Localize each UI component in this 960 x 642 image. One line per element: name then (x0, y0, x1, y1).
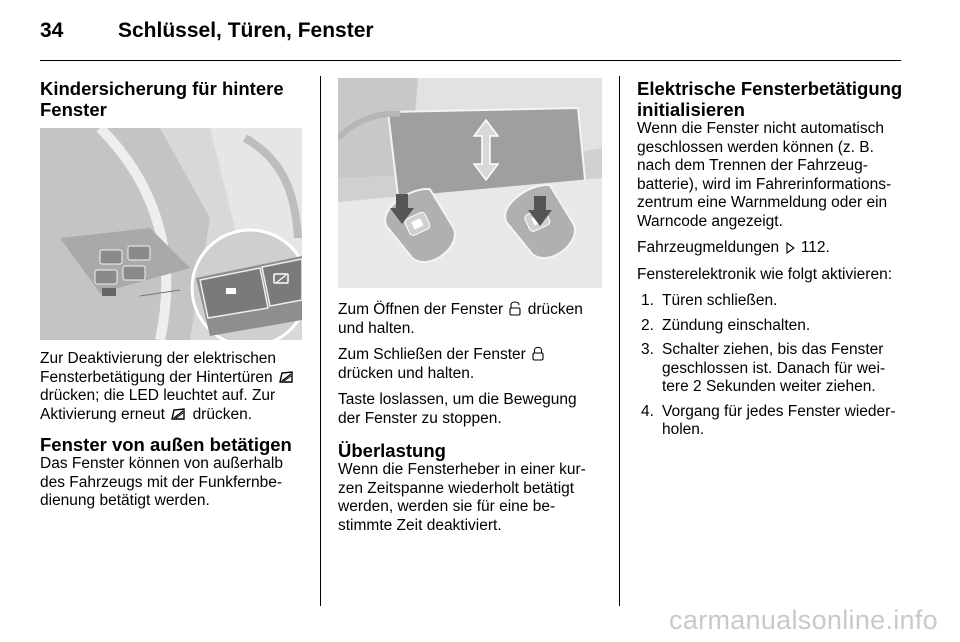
column-divider-left (320, 76, 321, 606)
open-text-part-2: drücken und halten. (338, 301, 583, 337)
step-text: Türen schließen. (662, 292, 778, 309)
step-text: Vorgang für jedes Fenster wieder-holen. (662, 402, 896, 438)
activation-steps-list (637, 292, 903, 440)
close-windows-paragraph (338, 346, 603, 383)
remote-key-figure (338, 78, 602, 288)
list-item (637, 341, 903, 397)
page-number: 34 (40, 19, 64, 42)
caption-part-2: drücken; die LED leuchtet auf. Zur Aktivierung erneut (40, 387, 276, 423)
door-switch-illustration (40, 128, 302, 340)
initialise-intro-paragraph: Wenn die Fenster nicht automatisch geschlossen werden können (z. B. nach dem Trennen der Fahrzeug-batterie), wird im Fahrerinformations-zentrum eine Warnmeldung oder ein Warncode angezeigt. (637, 120, 892, 230)
reference-page: 112. (800, 239, 830, 256)
key-unlock-icon (509, 301, 521, 316)
column-1-text (40, 350, 306, 519)
step-number: 2. (641, 316, 654, 334)
section-heading-remote-window: Fenster von außen betätigen (40, 434, 292, 455)
reference-label: Fahrzeugmeldungen (637, 239, 780, 256)
list-item (637, 292, 903, 311)
remote-key-illustration (338, 78, 602, 288)
key-lock-icon (532, 346, 544, 361)
section-heading-child-lock: Kindersicherung für hintere Fenster (40, 78, 284, 120)
column-2-text (338, 301, 603, 543)
open-windows-paragraph (338, 301, 603, 338)
close-text-part-1: Zum Schließen der Fenster (338, 346, 526, 363)
list-item (637, 403, 903, 440)
child-lock-paragraph (40, 350, 306, 424)
child-lock-window-icon (279, 370, 294, 384)
section-heading-initialise: Elektrische Fensterbetätigung initialisieren (637, 78, 903, 120)
vehicle-messages-reference (637, 239, 903, 258)
close-text-part-2: drücken und halten. (338, 364, 475, 382)
section-heading-overload: Überlastung (338, 440, 446, 461)
caption-part-3: drücken. (192, 405, 253, 423)
activate-paragraph: Fensterelektronik wie folgt aktivieren: (637, 265, 893, 283)
column-1 (40, 78, 305, 120)
page-reference-triangle-icon (786, 242, 795, 254)
step-number: 1. (641, 292, 654, 309)
remote-window-paragraph: Das Fenster können von außerhalb des Fahrzeugs mit der Funkfernbe-dienung betätigt werden. (40, 455, 283, 509)
step-number: 4. (641, 402, 654, 420)
door-switch-figure (40, 128, 302, 340)
list-item (637, 317, 903, 336)
overload-paragraph: Wenn die Fensterheber in einer kur-zen Zeitspanne wiederholt betätigt werden, werden sie für eine be-stimmte Zeit deaktiviert. (338, 461, 586, 534)
page-title: Schlüssel, Türen, Fenster (118, 19, 374, 42)
release-paragraph: Taste loslassen, um die Bewegung der Fenster zu stoppen. (338, 391, 577, 427)
open-text-part-1: Zum Öffnen der Fenster (338, 301, 504, 318)
column-divider-right (619, 76, 620, 606)
step-number: 3. (641, 341, 654, 358)
step-text: Zündung einschalten. (662, 316, 811, 334)
watermark: carmanualsonline.info (669, 605, 938, 635)
header-rule (40, 60, 901, 61)
caption-part-1: Zur Deaktivierung der elektrischen Fensterbetätigung der Hintertüren (40, 350, 277, 386)
child-lock-window-icon (171, 407, 186, 421)
step-text: Schalter ziehen, bis das Fenster geschlossen ist. Danach für wei-tere 2 Sekunden weiter ziehen. (662, 341, 886, 395)
column-3 (637, 78, 903, 446)
